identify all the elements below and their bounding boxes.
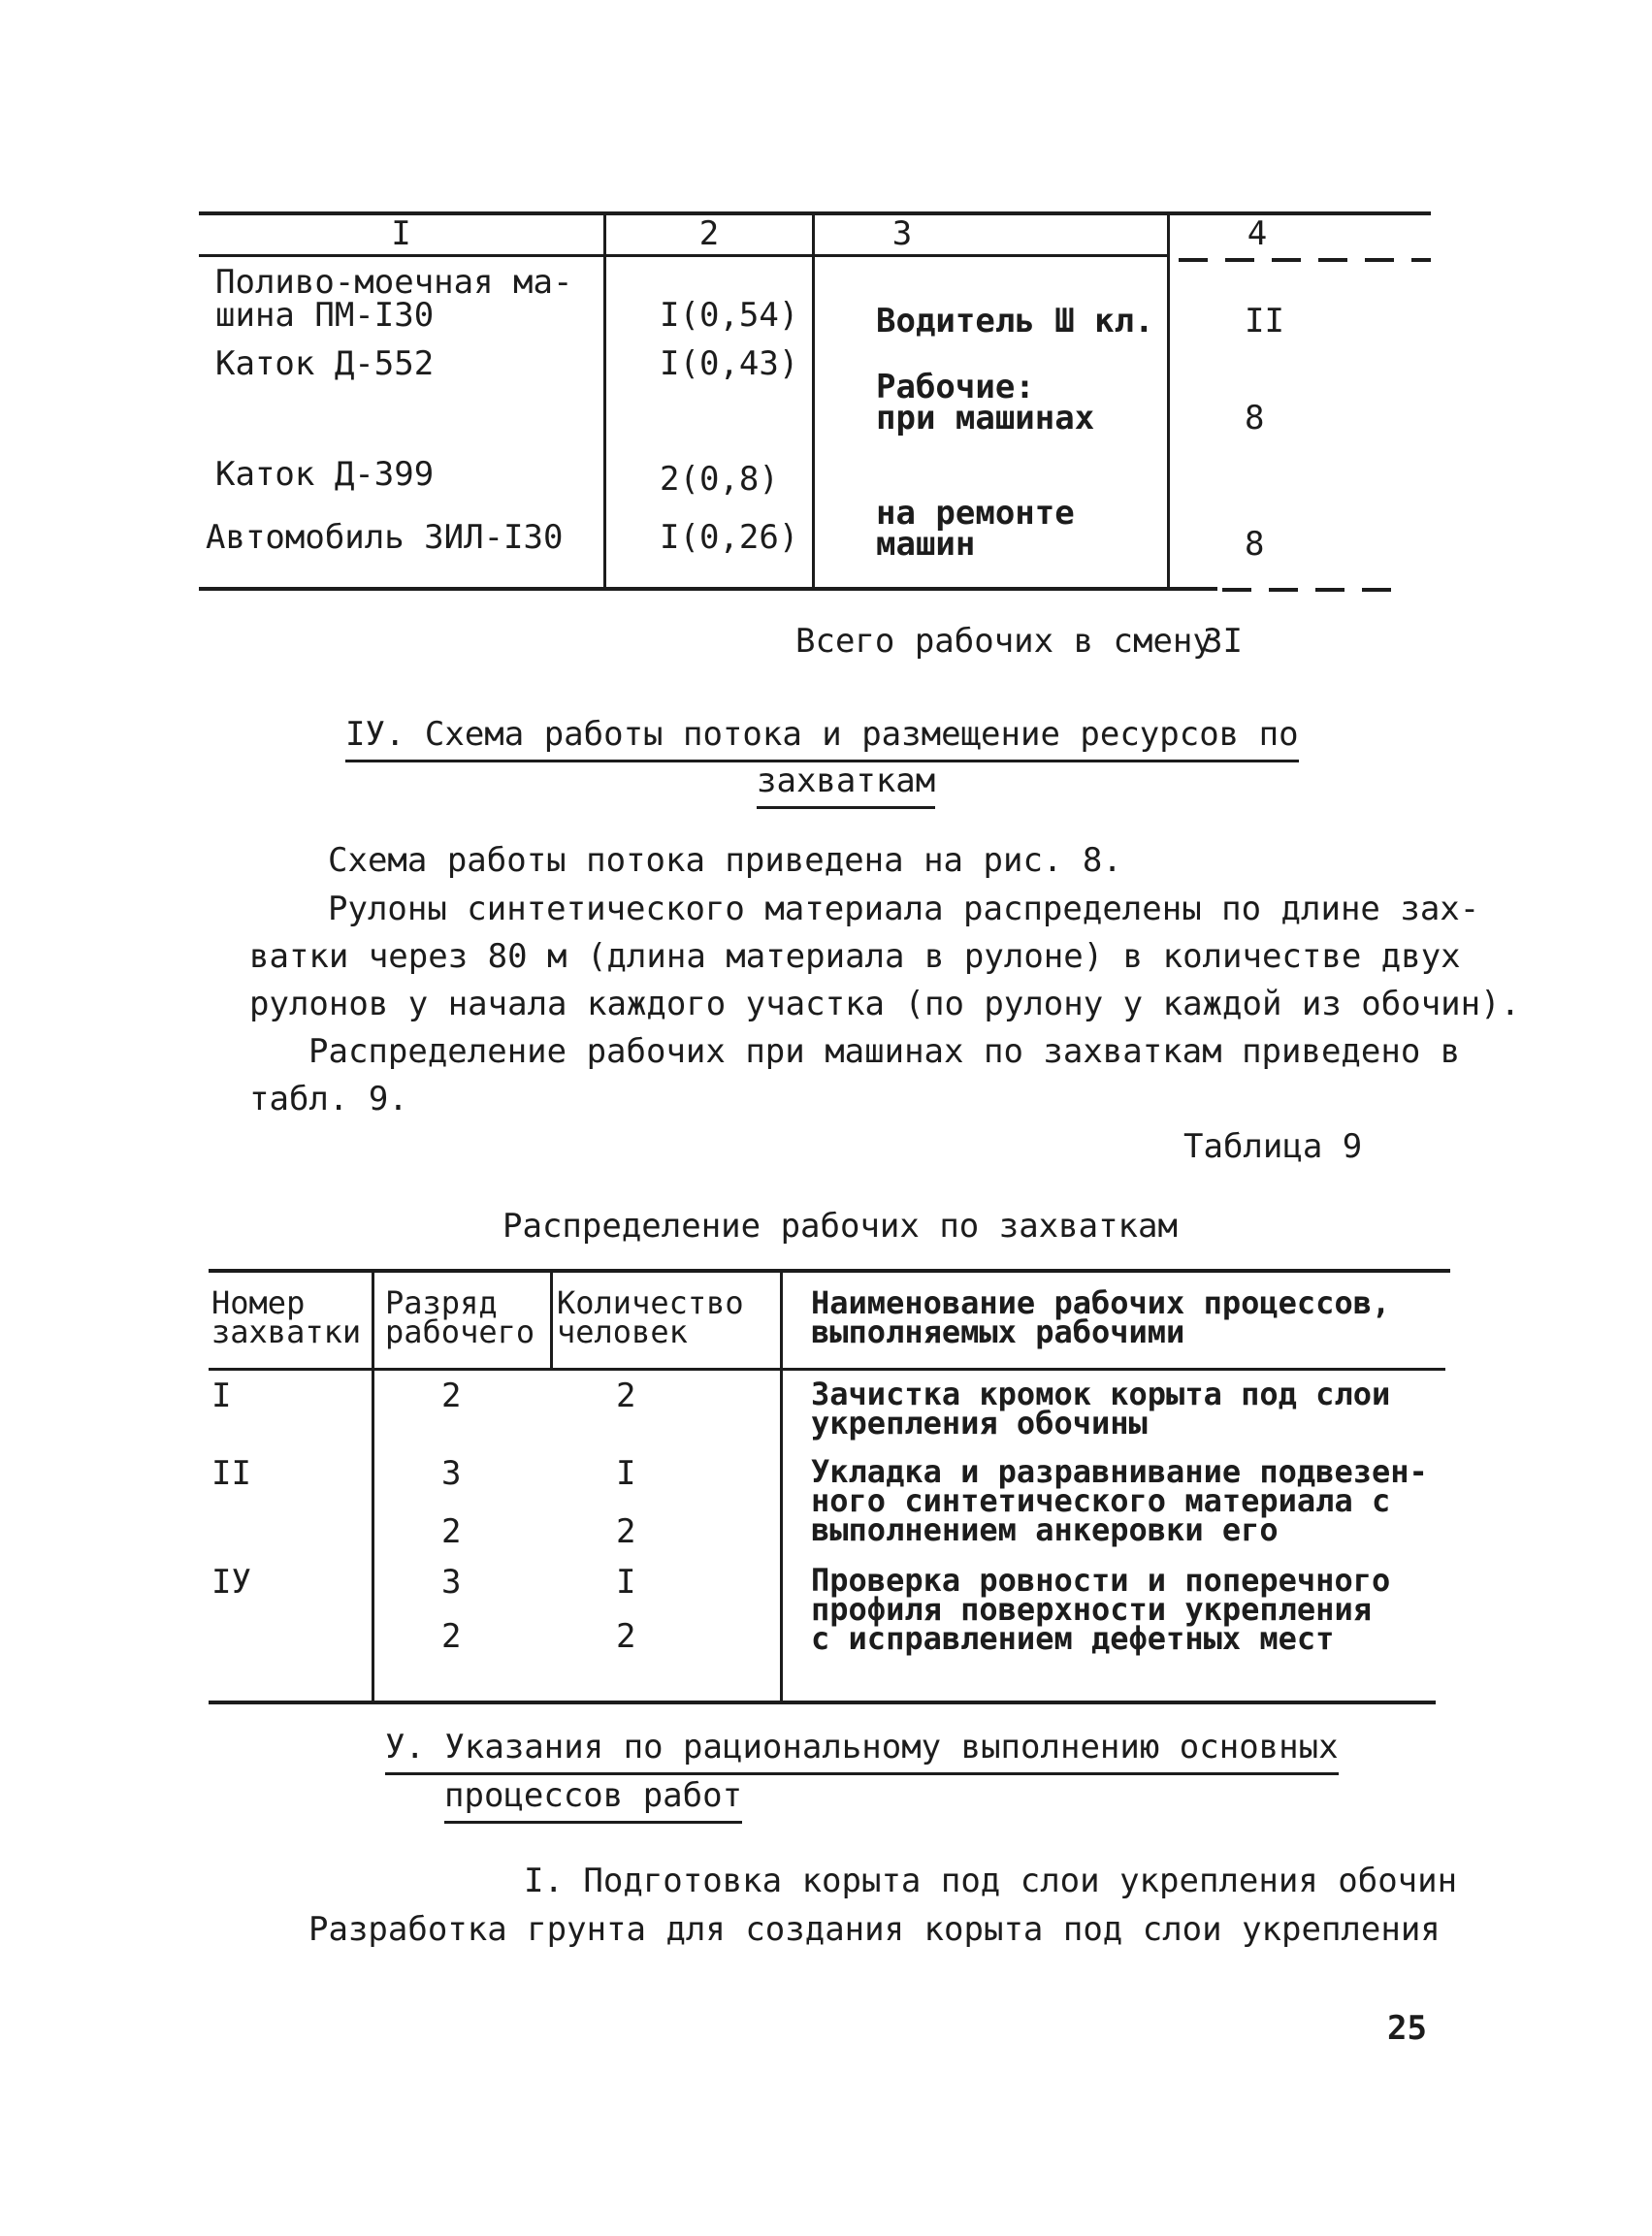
header-col-1: I	[391, 214, 411, 253]
header-process-line: выполняемых рабочими	[811, 1313, 1185, 1350]
process-description: с исправлением дефетных мест	[811, 1620, 1335, 1657]
section-4-title: IУ. Схема работы потока и размещение ресурсов по	[345, 716, 1299, 753]
header-col-4: 4	[1247, 214, 1268, 253]
machine-count: I(0,54)	[660, 296, 799, 335]
paragraph-line: рулонов у начала каждого участка (по рулону у каждой из обочин).	[249, 985, 1521, 1023]
machine-name: шина ПМ-I30	[215, 296, 435, 335]
process-description: Проверка ровности и поперечного	[811, 1562, 1391, 1599]
worker-count: I	[616, 1563, 636, 1602]
machine-count: I(0,26)	[660, 518, 799, 557]
col-divider-3	[1167, 211, 1170, 588]
worker-role: Водитель Ш кл.	[876, 302, 1154, 340]
worker-grade: 2	[441, 1512, 462, 1551]
worker-grade: 2	[441, 1377, 462, 1415]
section-5-title-cont: процессов работ	[444, 1777, 742, 1814]
process-description: укрепления обочины	[811, 1405, 1148, 1442]
process-description: выполнением анкеровки его	[811, 1511, 1279, 1548]
header-number-line: захватки	[211, 1313, 362, 1350]
section-4-title-cont: захваткам	[757, 762, 935, 799]
header-col-3: 3	[891, 214, 913, 253]
header-rule-dashed	[1179, 258, 1431, 262]
page-number: 25	[1387, 2009, 1427, 2048]
header-count-line: Количество	[557, 1284, 744, 1321]
table-top-rule	[209, 1269, 1450, 1273]
col-divider-1	[603, 211, 606, 588]
paragraph-line: табл. 9.	[249, 1080, 408, 1118]
process-description: Укладка и разравнивание подвезен-	[811, 1453, 1428, 1490]
header-grade-line: Разряд	[385, 1284, 498, 1321]
header-count-line: человек	[557, 1313, 688, 1350]
worker-role: при машинах	[876, 399, 1095, 437]
col-divider-1	[372, 1269, 374, 1702]
zone-number: IУ	[211, 1563, 251, 1602]
paragraph-line: Распределение рабочих при машинах по захваткам приведено в	[308, 1032, 1461, 1071]
table-9-label: Таблица 9	[1183, 1127, 1363, 1166]
header-col-2: 2	[698, 214, 720, 253]
header-process-line: Наименование рабочих процессов,	[811, 1284, 1391, 1321]
table-9-title: Распределение рабочих по захваткам	[502, 1207, 1178, 1246]
machine-count: I(0,43)	[660, 344, 799, 383]
machine-name: Автомобиль ЗИЛ-I30	[206, 518, 564, 557]
total-workers-label: Всего рабочих в смену	[795, 622, 1213, 661]
worker-count: II	[1245, 302, 1284, 340]
paragraph-line: ватки через 80 м (длина материала в рулоне) в количестве двух	[249, 937, 1461, 976]
zone-number: II	[211, 1454, 251, 1493]
worker-count: I	[616, 1454, 636, 1493]
process-description: Зачистка кромок корыта под слои	[811, 1376, 1391, 1412]
total-workers-value: 3I	[1203, 622, 1243, 661]
worker-count: 2	[616, 1512, 636, 1551]
worker-count: 2	[616, 1377, 636, 1415]
col-divider-3	[780, 1269, 783, 1702]
machine-name: Каток Д-399	[215, 455, 435, 494]
table-bottom-rule	[199, 587, 1217, 591]
header-grade-line: рабочего	[385, 1313, 535, 1350]
worker-role: на ремонте	[876, 494, 1075, 533]
worker-grade: 3	[441, 1563, 462, 1602]
worker-role: машин	[876, 525, 976, 564]
header-rule	[199, 254, 1169, 257]
paragraph-line: Разработка грунта для создания корыта под слои укрепления	[308, 1910, 1441, 1949]
worker-count: 2	[616, 1617, 636, 1656]
worker-role: Рабочие:	[876, 368, 1035, 406]
process-description: профиля поверхности укрепления	[811, 1591, 1372, 1628]
section-5-title: У. Указания по рациональному выполнению основных	[385, 1729, 1339, 1766]
process-description: ного синтетического материала с	[811, 1482, 1391, 1519]
paragraph-line: Рулоны синтетического материала распределены по длине зах-	[328, 890, 1480, 928]
col-divider-2	[812, 211, 815, 588]
paragraph-line: Схема работы потока приведена на рис. 8.	[328, 841, 1122, 880]
machine-count: 2(0,8)	[660, 460, 779, 499]
subsection-heading: I. Подготовка корыта под слои укрепления обочин	[524, 1862, 1458, 1900]
col-divider-2	[550, 1269, 553, 1371]
worker-count: 8	[1245, 525, 1265, 564]
machine-name: Поливо-моечная ма-	[215, 263, 573, 302]
machine-name: Каток Д-552	[215, 344, 435, 383]
worker-count: 8	[1245, 399, 1265, 437]
worker-grade: 2	[441, 1617, 462, 1656]
header-rule	[209, 1368, 1445, 1371]
header-number-line: Номер	[211, 1284, 306, 1321]
table-bottom-rule	[209, 1701, 1436, 1704]
zone-number: I	[211, 1377, 232, 1415]
bottom-rule-dashed	[1222, 588, 1397, 592]
worker-grade: 3	[441, 1454, 462, 1493]
